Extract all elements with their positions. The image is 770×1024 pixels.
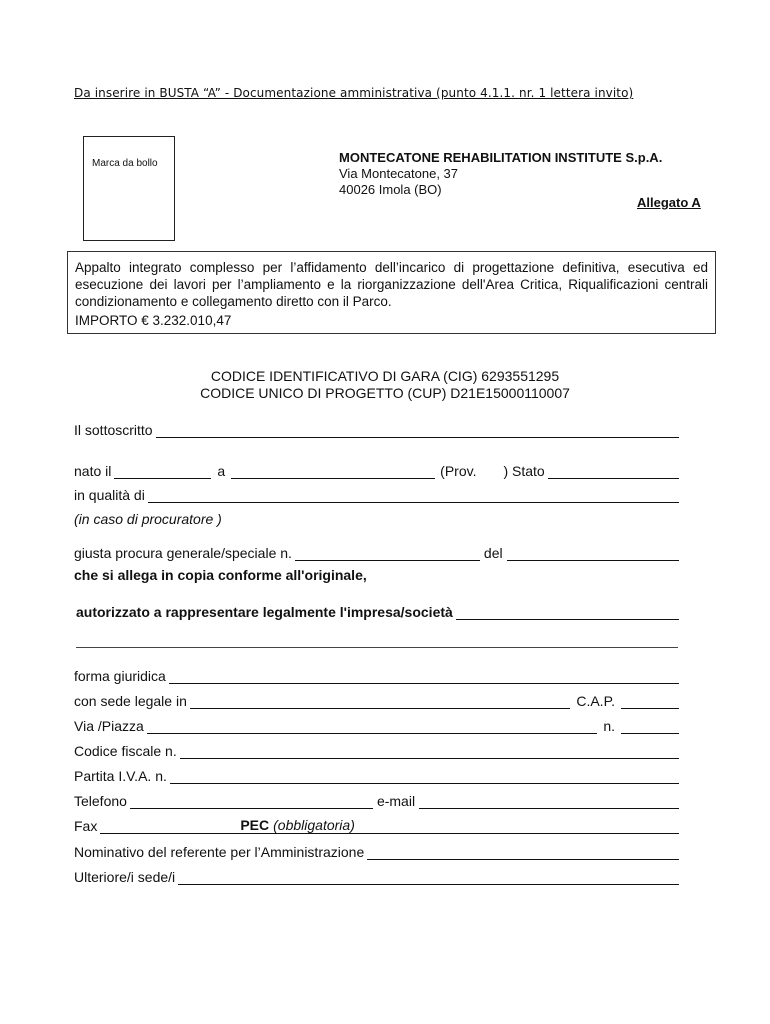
forma-label: forma giuridica — [74, 668, 166, 684]
cf-field[interactable] — [180, 746, 679, 759]
row-procura — [74, 543, 679, 561]
prov-label: (Prov. — [440, 463, 477, 479]
piva-label: Partita I.V.A. n. — [74, 768, 167, 784]
del-label: del — [483, 545, 503, 561]
luogo-nascita-field[interactable] — [231, 466, 435, 479]
row-via — [74, 716, 679, 734]
referente-label: Nominativo del referente per l’Amministrazione — [74, 844, 365, 860]
cf-label: Codice fiscale n. — [74, 743, 177, 759]
pec-field[interactable] — [355, 821, 679, 834]
qualita-label: in qualità di — [74, 487, 145, 503]
a-label: a — [217, 463, 226, 479]
row-qualita — [74, 485, 679, 503]
referente-field[interactable] — [367, 847, 679, 860]
stamp-box — [83, 136, 175, 241]
cap-label: C.A.P. — [576, 693, 615, 709]
numero-field[interactable] — [621, 721, 679, 734]
row-referente — [74, 842, 679, 860]
document-header: Da inserire in BUSTA “A” - Documentazione amministrativa (punto 4.1.1. nr. 1 lettera invito) — [74, 86, 634, 100]
stamp-label: Marca da bollo — [92, 158, 158, 169]
nato-il-label: nato il — [74, 463, 112, 479]
cig-code: CODICE IDENTIFICATIVO DI GARA (CIG) 6293551295 — [210, 368, 560, 384]
pec-note: (obbligatoria) — [269, 817, 355, 834]
fax-label: Fax — [74, 818, 98, 834]
nato-il-field[interactable] — [114, 466, 211, 479]
row-sottoscritto — [74, 420, 679, 438]
procuratore-note: (in caso di procuratore ) — [74, 511, 222, 527]
row-fax-pec — [74, 816, 679, 834]
cap-field[interactable] — [621, 696, 679, 709]
telefono-field[interactable] — [130, 796, 373, 809]
row-sede — [74, 691, 679, 709]
stato-label: ) Stato — [503, 463, 545, 479]
fax-field[interactable] — [100, 821, 240, 834]
row-contatti — [74, 791, 679, 809]
tender-codes — [0, 368, 770, 402]
recipient-address — [339, 150, 662, 198]
org-street: Via Montecatone, 37 — [339, 166, 459, 181]
sede-label: con sede legale in — [74, 693, 187, 709]
row-sedi — [74, 867, 679, 885]
procura-number-field[interactable] — [295, 548, 480, 561]
via-label: Via /Piazza — [74, 718, 144, 734]
org-name: MONTECATONE REHABILITATION INSTITUTE S.p.A. — [339, 150, 663, 165]
sottoscritto-field[interactable] — [156, 425, 679, 438]
cup-code: CODICE UNICO DI PROGETTO (CUP) D21E15000110007 — [200, 385, 570, 401]
row-autorizzato — [76, 602, 679, 620]
procura-date-field[interactable] — [507, 548, 679, 561]
tender-box — [67, 251, 716, 334]
piva-field[interactable] — [170, 771, 679, 784]
allega-text: che si allega in copia conforme all'originale, — [74, 567, 367, 583]
row-piva — [74, 766, 679, 784]
sedi-label: Ulteriore/i sede/i — [74, 869, 176, 885]
row-cf — [74, 741, 679, 759]
email-label: e-mail — [376, 793, 416, 809]
org-city: 40026 Imola (BO) — [339, 182, 442, 197]
procura-label: giusta procura generale/speciale n. — [74, 545, 292, 561]
telefono-label: Telefono — [74, 793, 127, 809]
qualita-field[interactable] — [148, 490, 679, 503]
pec-label: PEC — [240, 817, 270, 833]
sottoscritto-label: Il sottoscritto — [74, 422, 153, 438]
stato-field[interactable] — [548, 466, 679, 479]
email-field[interactable] — [419, 796, 679, 809]
sedi-field[interactable] — [178, 872, 679, 885]
row-nascita — [74, 461, 679, 479]
forma-field[interactable] — [169, 671, 679, 684]
numero-label: n. — [603, 718, 615, 734]
autorizzato-label: autorizzato a rappresentare legalmente l'impresa/società — [76, 604, 453, 620]
via-field[interactable] — [147, 721, 598, 734]
allegato-label: Allegato A — [637, 195, 701, 210]
row-forma — [74, 666, 679, 684]
sede-field[interactable] — [190, 696, 570, 709]
tender-amount: IMPORTO € 3.232.010,47 — [75, 313, 232, 328]
tender-description: Appalto integrato complesso per l’affidamento dell’incarico di progettazione definitiva, esecutiva ed esecuzione dei lavori per l’ampliamento e la riorganizzazione dell'Area Critica, Riqualificazioni centrali condizionamento e collegamento diretto con il Parco. — [75, 260, 708, 309]
impresa-field[interactable] — [456, 607, 679, 620]
impresa-continuation-line[interactable] — [76, 647, 678, 648]
